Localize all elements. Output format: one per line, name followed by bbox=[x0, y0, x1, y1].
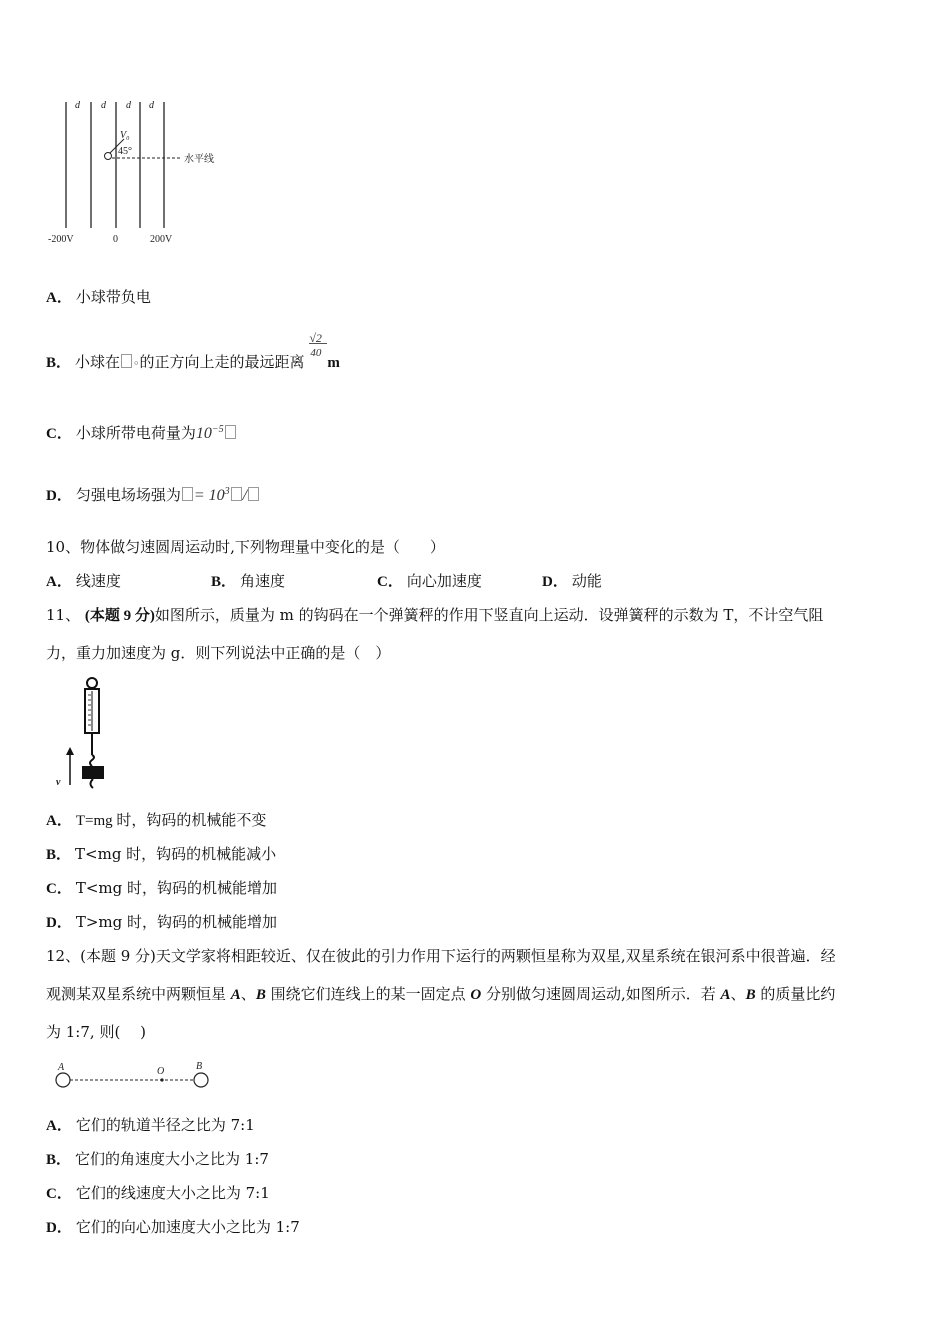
gap-label-4: d bbox=[149, 100, 154, 111]
question-text: 围绕它们连线上的某一固定点 bbox=[265, 985, 471, 1003]
option-text: T<mg 时，钩码的机械能减小 bbox=[75, 845, 277, 863]
option-letter: D． bbox=[542, 574, 568, 590]
q10-option-b bbox=[211, 571, 285, 592]
option-letter: D． bbox=[46, 1220, 72, 1236]
option-text: 小球所带电荷量为 bbox=[75, 424, 196, 442]
missing-glyph-icon bbox=[182, 487, 193, 501]
separator: 、 bbox=[730, 985, 746, 1003]
option-letter: A． bbox=[46, 813, 72, 829]
plates-figure bbox=[44, 96, 234, 248]
q11-option-a bbox=[46, 810, 266, 831]
horizontal-label: 水平线 bbox=[184, 154, 214, 165]
point-o-label: O bbox=[157, 1066, 165, 1077]
question-text: 的质量比约 bbox=[755, 985, 836, 1003]
missing-glyph-icon bbox=[248, 487, 259, 501]
voltage-mid: 0 bbox=[113, 234, 118, 245]
missing-glyph-icon bbox=[121, 354, 132, 368]
star-b bbox=[194, 1073, 208, 1087]
star-b-label: B bbox=[196, 1061, 203, 1072]
voltage-left: -200V bbox=[48, 234, 74, 245]
q11-option-b bbox=[46, 844, 276, 865]
option-text: T=mg 时，钩码的机械能不变 bbox=[75, 813, 267, 829]
option-letter: C． bbox=[46, 881, 72, 897]
star-a-label: A bbox=[58, 1062, 65, 1073]
option-letter: B． bbox=[46, 847, 72, 863]
option-letter: A． bbox=[46, 1118, 72, 1134]
q10-stem: 10、物体做匀速圆周运动时,下列物理量中变化的是（ ） bbox=[46, 538, 445, 556]
q11-option-c bbox=[46, 878, 277, 899]
binary-star-figure bbox=[50, 1058, 220, 1092]
math-exponent: 3 bbox=[224, 486, 230, 497]
q12-stem-line3: 为 1:7, 则( ) bbox=[46, 1023, 146, 1041]
option-letter: B． bbox=[46, 355, 72, 371]
score: (本题 9 分) bbox=[84, 608, 155, 624]
option-text: 它们的向心加速度大小之比为 1:7 bbox=[75, 1218, 300, 1236]
gap-label-3: d bbox=[126, 100, 131, 111]
weight-block bbox=[82, 766, 104, 779]
star-b-label: B bbox=[255, 987, 266, 1003]
fraction bbox=[309, 331, 327, 372]
fraction-numerator: √2 bbox=[309, 331, 322, 345]
ball bbox=[105, 153, 112, 160]
missing-glyph-icon bbox=[225, 425, 236, 439]
option-letter: C． bbox=[46, 1186, 72, 1202]
option-text: 角速度 bbox=[240, 572, 286, 590]
option-letter: B． bbox=[211, 574, 237, 590]
star-b-label: B bbox=[745, 987, 756, 1003]
point-o-label: O bbox=[470, 987, 482, 1003]
v-label: v bbox=[56, 777, 61, 788]
q12-option-c bbox=[46, 1183, 270, 1204]
option-text: 小球在 bbox=[75, 353, 121, 371]
gap-label-2: d bbox=[101, 100, 106, 111]
math-value: 10 bbox=[195, 425, 212, 442]
q12-stem-line2 bbox=[46, 984, 835, 1005]
option-letter: B． bbox=[46, 1152, 72, 1168]
q10-option-d bbox=[542, 571, 602, 592]
star-a-label: A bbox=[230, 987, 241, 1003]
star-a bbox=[56, 1073, 70, 1087]
fraction-denominator: 40 bbox=[310, 347, 322, 359]
q11-stem-line1 bbox=[46, 605, 823, 626]
q11-option-d bbox=[46, 912, 277, 933]
option-text: 它们的角速度大小之比为 1:7 bbox=[75, 1150, 269, 1168]
gap-label-1: d bbox=[75, 100, 80, 111]
question-text: 如图所示，质量为 m 的钩码在一个弹簧秤的作用下竖直向上运动．设弹簧秤的示数为 T，不计空气阻 bbox=[154, 606, 824, 624]
unit: m bbox=[327, 355, 340, 371]
option-text: 向心加速度 bbox=[406, 572, 482, 590]
option-text: T>mg 时，钩码的机械能增加 bbox=[75, 913, 278, 931]
option-text: 它们的线速度大小之比为 7:1 bbox=[75, 1184, 270, 1202]
star-a-label: A bbox=[720, 987, 731, 1003]
angle-label: 45° bbox=[118, 146, 132, 157]
option-text: 的正方向上走的最远距离 bbox=[139, 353, 305, 371]
option-text: 线速度 bbox=[75, 572, 121, 590]
q9-option-a bbox=[46, 287, 151, 308]
question-number: 11、 bbox=[46, 606, 81, 624]
q10-option-c bbox=[377, 571, 482, 592]
option-text: 它们的轨道半径之比为 7:1 bbox=[75, 1116, 255, 1134]
option-text: 匀强电场场强为 bbox=[75, 486, 181, 504]
q12-stem-line1: 12、(本题 9 分)天文学家将相距较近、仅在彼此的引力作用下运行的两颗恒星称为双星,双星系统在银河系中很普遍．经 bbox=[46, 947, 836, 965]
option-text: 动能 bbox=[571, 572, 602, 590]
option-letter: C． bbox=[377, 574, 403, 590]
math-equals: = 10 bbox=[193, 487, 225, 504]
q9-option-c bbox=[46, 420, 237, 444]
point-o bbox=[160, 1078, 163, 1081]
q9-option-b bbox=[46, 331, 340, 374]
option-letter: A． bbox=[46, 290, 72, 306]
missing-glyph-icon bbox=[231, 487, 242, 501]
option-text: 小球带负电 bbox=[75, 288, 151, 306]
velocity-label: V₀ bbox=[120, 130, 130, 141]
q12-option-a bbox=[46, 1115, 255, 1136]
option-letter: C． bbox=[46, 426, 72, 442]
q11-stem-line2: 力，重力加速度为 g．则下列说法中正确的是（ ） bbox=[46, 644, 391, 662]
subscript-dot: ◦ bbox=[133, 357, 140, 370]
question-text: 分别做匀速圆周运动,如图所示．若 bbox=[481, 985, 721, 1003]
scale-hook bbox=[90, 733, 94, 766]
spring-scale-figure bbox=[50, 675, 120, 793]
math-exponent: −5 bbox=[211, 424, 224, 435]
separator: 、 bbox=[240, 985, 256, 1003]
option-letter: D． bbox=[46, 488, 72, 504]
q12-option-b bbox=[46, 1149, 269, 1170]
option-letter: A． bbox=[46, 574, 72, 590]
q9-option-d bbox=[46, 482, 260, 506]
q12-option-d bbox=[46, 1217, 300, 1238]
question-text: 观测某双星系统中两颗恒星 bbox=[46, 985, 231, 1003]
voltage-right: 200V bbox=[150, 234, 173, 245]
option-letter: D． bbox=[46, 915, 72, 931]
q10-option-a bbox=[46, 571, 121, 592]
option-text: T<mg 时，钩码的机械能增加 bbox=[75, 879, 278, 897]
scale-ring bbox=[87, 678, 97, 688]
math-slash: / bbox=[242, 487, 248, 504]
